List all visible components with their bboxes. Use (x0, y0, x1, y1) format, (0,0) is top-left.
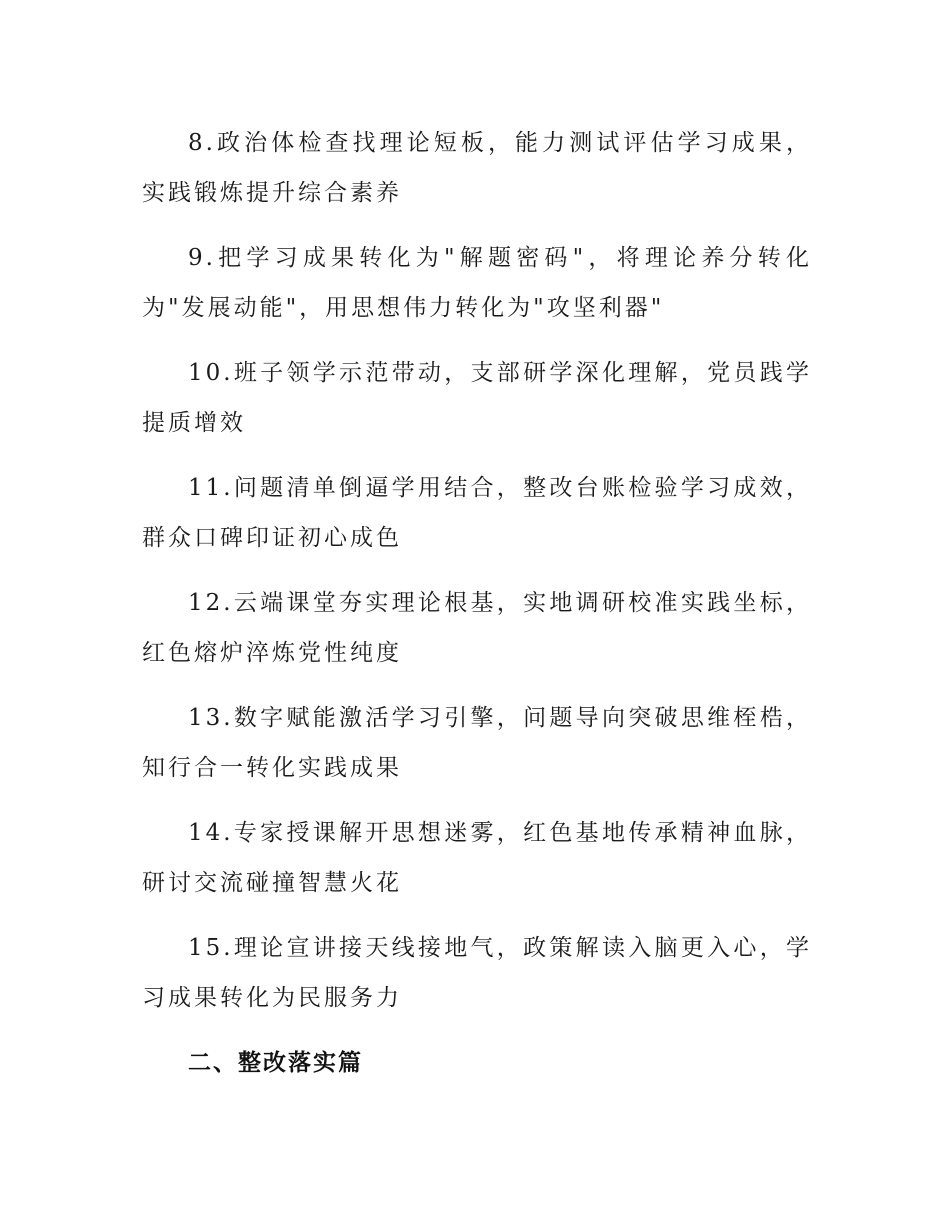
list-item: 12.云端课堂夯实理论根基，实地调研校准实践坐标，红色熔炉淬炼党性纯度 (142, 590, 812, 666)
document-body (142, 118, 812, 1088)
list-item: 11.问题清单倒逼学用结合，整改台账检验学习成效，群众口碑印证初心成色 (142, 475, 812, 551)
list-item: 14.专家授课解开思想迷雾，红色基地传承精神血脉，研讨交流碰撞智慧火花 (142, 820, 812, 896)
section-heading: 二、整改落实篇 (188, 1050, 363, 1076)
list-item: 15.理论宣讲接天线接地气，政策解读入脑更入心，学习成果转化为民服务力 (142, 935, 812, 1011)
list-item: 13.数字赋能激活学习引擎，问题导向突破思维桎梏，知行合一转化实践成果 (142, 705, 812, 781)
list-item: 9.把学习成果转化为"解题密码"，将理论养分转化为"发展动能"，用思想伟力转化为"攻坚利器" (142, 245, 812, 321)
list-item: 8.政治体检查找理论短板，能力测试评估学习成果，实践锻炼提升综合素养 (142, 130, 812, 206)
list-item: 10.班子领学示范带动，支部研学深化理解，党员践学提质增效 (142, 360, 812, 436)
